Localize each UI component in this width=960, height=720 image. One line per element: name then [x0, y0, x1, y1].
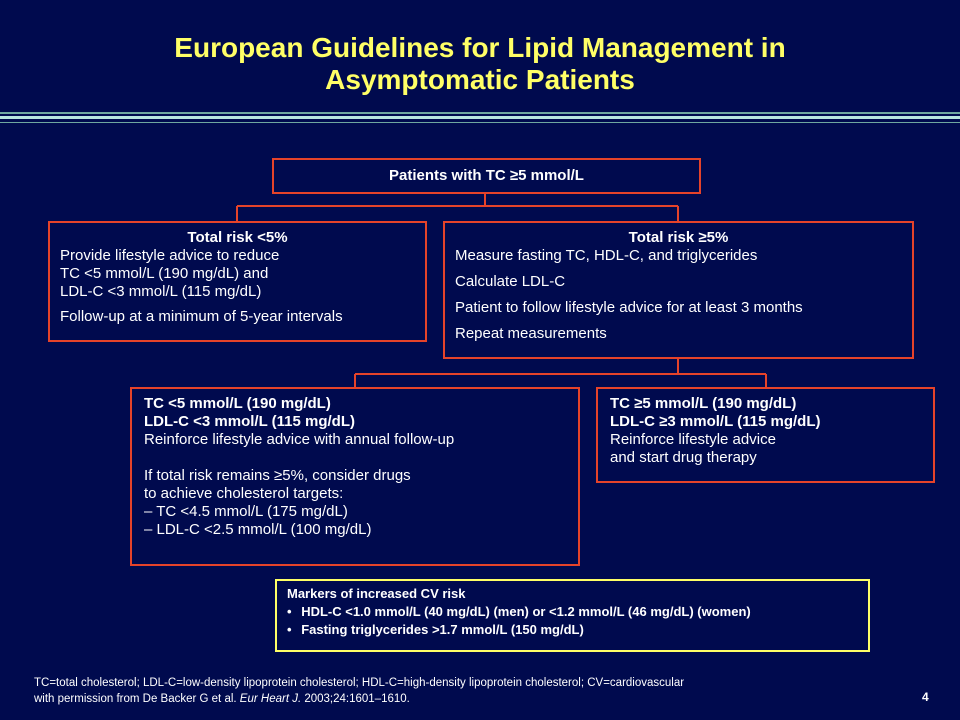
markers-item-2-text: Fasting triglycerides >1.7 mmol/L (150 mg/dL) [301, 622, 584, 637]
markers-item-1 [287, 603, 858, 621]
title-line-2: Asymptomatic Patients [325, 64, 635, 95]
patients-box [272, 158, 701, 194]
low-risk-line-4: Follow-up at a minimum of 5-year intervals [60, 308, 343, 325]
above-target-tc: TC ≥5 mmol/L (190 mg/dL) [610, 395, 797, 412]
markers-item-1-text: HDL-C <1.0 mmol/L (40 mg/dL) (men) or <1.2 mmol/L (46 mg/dL) (women) [301, 604, 751, 619]
high-risk-line-1: Measure fasting TC, HDL-C, and triglycerides [455, 247, 758, 264]
below-target-line-2: If total risk remains ≥5%, consider drugs [144, 467, 411, 484]
markers-box [275, 579, 870, 652]
low-risk-box [48, 221, 427, 342]
above-target-line-2: and start drug therapy [610, 449, 757, 466]
citation-prefix: with permission from De Backer G et al. [34, 693, 240, 705]
footnote [34, 675, 834, 707]
below-target-line-4: – TC <4.5 mmol/L (175 mg/dL) [144, 503, 348, 520]
below-target-line-1: Reinforce lifestyle advice with annual follow-up [144, 431, 455, 448]
citation-journal: Eur Heart J. [239, 693, 302, 705]
high-risk-box [443, 221, 914, 359]
high-risk-line-3: Patient to follow lifestyle advice for at least 3 months [455, 299, 803, 316]
page-number: 4 [922, 690, 929, 704]
low-risk-heading: Total risk <5% [187, 229, 288, 246]
low-risk-line-1: Provide lifestyle advice to reduce [60, 247, 280, 264]
bullet-icon: • [287, 622, 292, 637]
below-target-tc: TC <5 mmol/L (190 mg/dL) [144, 395, 331, 412]
below-target-line-3: to achieve cholesterol targets: [144, 485, 344, 502]
markers-heading: Markers of increased CV risk [287, 586, 466, 601]
low-risk-line-3: LDL-C <3 mmol/L (115 mg/dL) [60, 283, 262, 300]
above-target-ldl: LDL-C ≥3 mmol/L (115 mg/dL) [610, 413, 821, 430]
above-target-line-1: Reinforce lifestyle advice [610, 431, 776, 448]
bullet-icon: • [287, 604, 292, 619]
footnote-citation [34, 691, 834, 707]
title-line-1: European Guidelines for Lipid Management in [174, 32, 786, 63]
above-target-box [596, 387, 935, 483]
citation-suffix: 2003;24:1601–1610. [301, 693, 410, 705]
below-target-box [130, 387, 580, 566]
below-target-line-5: – LDL-C <2.5 mmol/L (100 mg/dL) [144, 521, 372, 538]
footnote-abbreviations: TC=total cholesterol; LDL-C=low-density lipoprotein cholesterol; HDL-C=high-density lipoprotein cholesterol; CV=cardiovascular [34, 677, 685, 689]
high-risk-heading: Total risk ≥5% [628, 229, 729, 246]
below-target-ldl: LDL-C <3 mmol/L (115 mg/dL) [144, 413, 356, 430]
low-risk-line-2: TC <5 mmol/L (190 mg/dL) and [60, 265, 269, 282]
high-risk-line-2: Calculate LDL-C [455, 273, 566, 290]
patients-box-label: Patients with TC ≥5 mmol/L [389, 167, 584, 184]
high-risk-line-4: Repeat measurements [455, 325, 607, 342]
markers-item-2 [287, 621, 858, 639]
